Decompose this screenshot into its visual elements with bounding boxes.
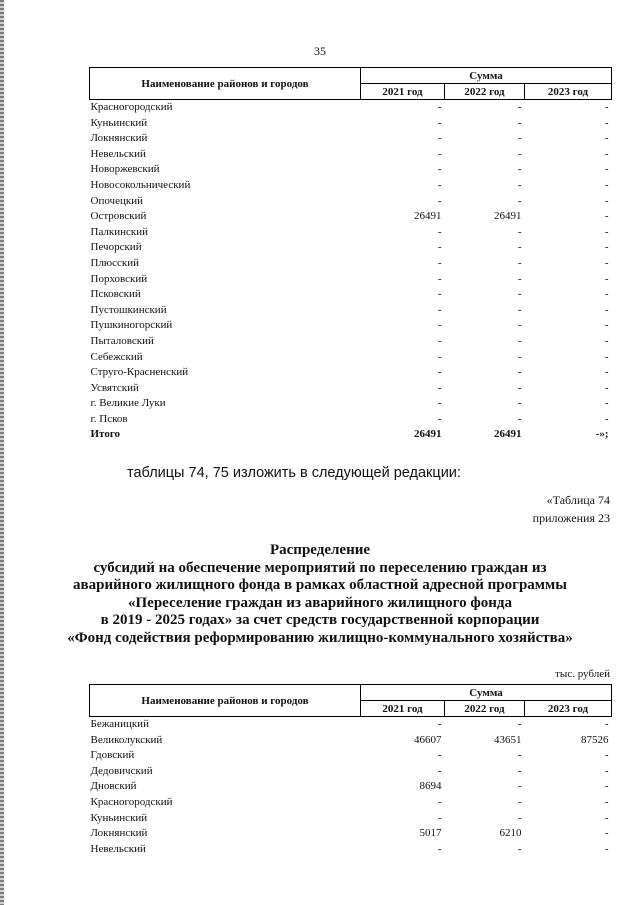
district-name-cell: Опочецкий xyxy=(90,194,143,207)
value-2021-cell: 26491 xyxy=(414,210,442,223)
value-2021-cell: - xyxy=(437,194,442,207)
value-2021-cell: - xyxy=(437,718,442,730)
header-year: 2023 год xyxy=(525,701,612,717)
value-2022-cell: - xyxy=(517,178,522,191)
value-2022-cell: - xyxy=(517,225,522,238)
header-year: 2021 год xyxy=(361,701,445,717)
value-2021-cell: - xyxy=(437,319,442,332)
header-sum: Сумма xyxy=(361,68,612,84)
value-2021-cell: - xyxy=(437,811,442,824)
value-2021-cell: - xyxy=(437,749,442,762)
value-2022-cell: - xyxy=(517,288,522,301)
table-row xyxy=(90,100,612,116)
value-2022-cell: - xyxy=(517,319,522,332)
district-name-cell: Плюсский xyxy=(90,256,140,269)
value-2022-cell: - xyxy=(517,194,522,207)
value-2022-cell: - xyxy=(517,163,522,176)
header-year: 2021 год xyxy=(361,84,445,100)
value-2022-cell: - xyxy=(517,116,522,129)
district-name-cell: Невельский xyxy=(90,842,146,855)
value-2022-cell: - xyxy=(517,764,522,777)
table-row xyxy=(90,764,612,780)
table-row xyxy=(90,162,612,178)
district-name-cell: г. Псков xyxy=(90,412,128,425)
value-2023-cell: - xyxy=(604,412,609,425)
table-row xyxy=(90,381,612,397)
value-2023-cell: - xyxy=(604,210,609,223)
district-name-cell: Пустошкинский xyxy=(90,303,167,316)
table-row xyxy=(90,826,612,842)
value-2023-cell: - xyxy=(604,811,609,824)
value-2023-cell: - xyxy=(604,827,609,840)
value-2023-cell: - xyxy=(604,334,609,347)
total-row xyxy=(90,427,612,443)
title-line: «Переселение граждан из аварийного жилищного фонда xyxy=(128,594,512,611)
district-name-cell: г. Великие Луки xyxy=(90,397,166,410)
value-2022-cell: - xyxy=(517,303,522,316)
value-2023-cell: - xyxy=(604,101,609,113)
table-row xyxy=(90,748,612,764)
value-2022-cell: - xyxy=(517,780,522,793)
district-name-cell: Струго-Красненский xyxy=(90,366,189,379)
district-name-cell: Новоржевский xyxy=(90,163,160,176)
title-line: «Фонд содействия реформированию жилищно-коммунального хозяйства» xyxy=(67,629,573,646)
table-row xyxy=(90,334,612,350)
table-distribution xyxy=(89,684,612,857)
value-2022-cell: - xyxy=(517,334,522,347)
value-2023-cell: - xyxy=(604,288,609,301)
value-2023-cell: - xyxy=(604,319,609,332)
units-label: тыс. рублей xyxy=(555,668,610,680)
district-name-cell: Дедовичский xyxy=(90,764,153,777)
value-2022-cell: - xyxy=(517,101,522,113)
district-name-cell: Куньинский xyxy=(90,811,148,824)
table-row xyxy=(90,779,612,795)
value-2021-cell: - xyxy=(437,163,442,176)
district-name-cell: Порховский xyxy=(90,272,148,285)
table-body xyxy=(90,100,612,444)
value-2023-cell: - xyxy=(604,366,609,379)
value-2022-cell: - xyxy=(517,795,522,808)
value-2022-cell: 26491 xyxy=(494,210,522,223)
district-name-cell: Палкинский xyxy=(90,225,149,238)
distribution-title xyxy=(0,542,640,647)
value-2021-cell: - xyxy=(437,147,442,160)
value-2023-cell: - xyxy=(604,303,609,316)
table-row xyxy=(90,842,612,858)
value-2021-cell: - xyxy=(437,381,442,394)
value-2023-cell: - xyxy=(604,241,609,254)
district-name-cell: Красногородский xyxy=(90,795,173,808)
district-name-cell: Куньинский xyxy=(90,116,148,129)
value-2023-cell: - xyxy=(604,163,609,176)
value-2022-cell: - xyxy=(517,256,522,269)
value-2021-cell: - xyxy=(437,842,442,855)
value-2023-cell: - xyxy=(604,256,609,269)
value-2023-cell: - xyxy=(604,225,609,238)
district-name-cell: Невельский xyxy=(90,147,146,160)
appendix-reference-line: приложения 23 xyxy=(532,511,610,525)
value-2022-cell: - xyxy=(517,381,522,394)
value-2023-cell: - xyxy=(604,194,609,207)
value-2022-cell: - xyxy=(517,397,522,410)
table-row xyxy=(90,303,612,319)
value-2021-cell: - xyxy=(437,334,442,347)
district-name-cell: Усвятский xyxy=(90,381,139,394)
value-2022-cell: - xyxy=(517,241,522,254)
scan-edge xyxy=(0,0,4,905)
value-2023-cell: - xyxy=(604,842,609,855)
page-number: 35 xyxy=(314,44,326,58)
table-row xyxy=(90,733,612,749)
value-2021-cell: 5017 xyxy=(419,827,442,840)
value-2021-cell: - xyxy=(437,256,442,269)
title-line: субсидий на обеспечение мероприятий по переселению граждан из xyxy=(93,559,547,576)
district-name-cell: Дновский xyxy=(90,780,137,793)
district-name-cell: Бежаницкий xyxy=(90,718,149,730)
district-name-cell: Островский xyxy=(90,210,147,223)
header-year: 2023 год xyxy=(525,84,612,100)
title-line: аварийного жилищного фонда в рамках областной адресной программы xyxy=(73,577,567,593)
value-2021-cell: - xyxy=(437,116,442,129)
district-name-cell: Итого xyxy=(90,428,121,441)
table-reference-line: «Таблица 74 xyxy=(546,493,610,507)
value-2021-cell: 26491 xyxy=(414,428,442,441)
district-name-cell: Великолукский xyxy=(90,733,163,746)
header-name: Наименование районов и городов xyxy=(90,685,361,717)
table-body xyxy=(90,717,612,858)
value-2021-cell: - xyxy=(437,272,442,285)
value-2023-cell: - xyxy=(604,718,609,730)
value-2023-cell: -»; xyxy=(595,428,609,441)
value-2022-cell: 6210 xyxy=(499,827,522,840)
header-sum: Сумма xyxy=(361,685,612,701)
table-top xyxy=(89,67,612,443)
value-2021-cell: - xyxy=(437,366,442,379)
value-2021-cell: - xyxy=(437,303,442,316)
value-2023-cell: - xyxy=(604,764,609,777)
table-row xyxy=(90,318,612,334)
value-2021-cell: 8694 xyxy=(419,780,442,793)
value-2022-cell: - xyxy=(517,718,522,730)
value-2022-cell: - xyxy=(517,272,522,285)
district-name-cell: Красногородский xyxy=(90,101,173,113)
district-name-cell: Пыталовский xyxy=(90,334,154,347)
value-2023-cell: - xyxy=(604,132,609,145)
header-name: Наименование районов и городов xyxy=(90,68,361,100)
district-name-cell: Печорский xyxy=(90,241,142,254)
table-row xyxy=(90,272,612,288)
value-2022-cell: - xyxy=(517,350,522,363)
value-2021-cell: 46607 xyxy=(414,733,442,746)
value-2022-cell: - xyxy=(517,811,522,824)
value-2021-cell: - xyxy=(437,397,442,410)
title-line: в 2019 - 2025 годах» за счет средств государственной корпорации xyxy=(100,612,540,628)
value-2023-cell: - xyxy=(604,749,609,762)
value-2022-cell: 43651 xyxy=(494,733,522,746)
value-2023-cell: - xyxy=(604,397,609,410)
value-2023-cell: - xyxy=(604,178,609,191)
district-name-cell: Новосокольнический xyxy=(90,178,191,191)
amendment-phrase: таблицы 74, 75 изложить в следующей редакции: xyxy=(127,465,461,481)
value-2021-cell: - xyxy=(437,412,442,425)
value-2021-cell: - xyxy=(437,101,442,113)
value-2022-cell: - xyxy=(517,749,522,762)
table-row xyxy=(90,194,612,210)
header-year: 2022 год xyxy=(445,84,525,100)
table-row xyxy=(90,225,612,241)
value-2021-cell: - xyxy=(437,178,442,191)
district-name-cell: Псковский xyxy=(90,288,141,301)
header-year: 2022 год xyxy=(445,701,525,717)
table-row xyxy=(90,147,612,163)
value-2023-cell: - xyxy=(604,780,609,793)
value-2022-cell: - xyxy=(517,147,522,160)
value-2023-cell: 87526 xyxy=(581,733,609,746)
value-2022-cell: - xyxy=(517,366,522,379)
table-row xyxy=(90,365,612,381)
value-2022-cell: 26491 xyxy=(494,428,522,441)
title-line: Распределение xyxy=(269,542,371,558)
value-2021-cell: - xyxy=(437,241,442,254)
table-row xyxy=(90,287,612,303)
district-name-cell: Пушкиногорский xyxy=(90,319,173,332)
value-2023-cell: - xyxy=(604,272,609,285)
district-name-cell: Локнянский xyxy=(90,827,148,840)
value-2021-cell: - xyxy=(437,288,442,301)
table-row xyxy=(90,350,612,366)
table-row xyxy=(90,116,612,132)
table-row xyxy=(90,717,612,733)
table-row xyxy=(90,209,612,225)
value-2021-cell: - xyxy=(437,132,442,145)
table-row xyxy=(90,240,612,256)
table-row xyxy=(90,256,612,272)
value-2022-cell: - xyxy=(517,412,522,425)
table-row xyxy=(90,412,612,428)
district-name-cell: Локнянский xyxy=(90,132,148,145)
table-row xyxy=(90,396,612,412)
table-row xyxy=(90,811,612,827)
value-2021-cell: - xyxy=(437,764,442,777)
value-2021-cell: - xyxy=(437,225,442,238)
value-2022-cell: - xyxy=(517,132,522,145)
value-2022-cell: - xyxy=(517,842,522,855)
table-row xyxy=(90,178,612,194)
value-2023-cell: - xyxy=(604,795,609,808)
value-2023-cell: - xyxy=(604,350,609,363)
value-2023-cell: - xyxy=(604,147,609,160)
district-name-cell: Гдовский xyxy=(90,749,135,762)
value-2023-cell: - xyxy=(604,381,609,394)
value-2023-cell: - xyxy=(604,116,609,129)
district-name-cell: Себежский xyxy=(90,350,143,363)
value-2021-cell: - xyxy=(437,350,442,363)
table-row xyxy=(90,131,612,147)
value-2021-cell: - xyxy=(437,795,442,808)
table-row xyxy=(90,795,612,811)
